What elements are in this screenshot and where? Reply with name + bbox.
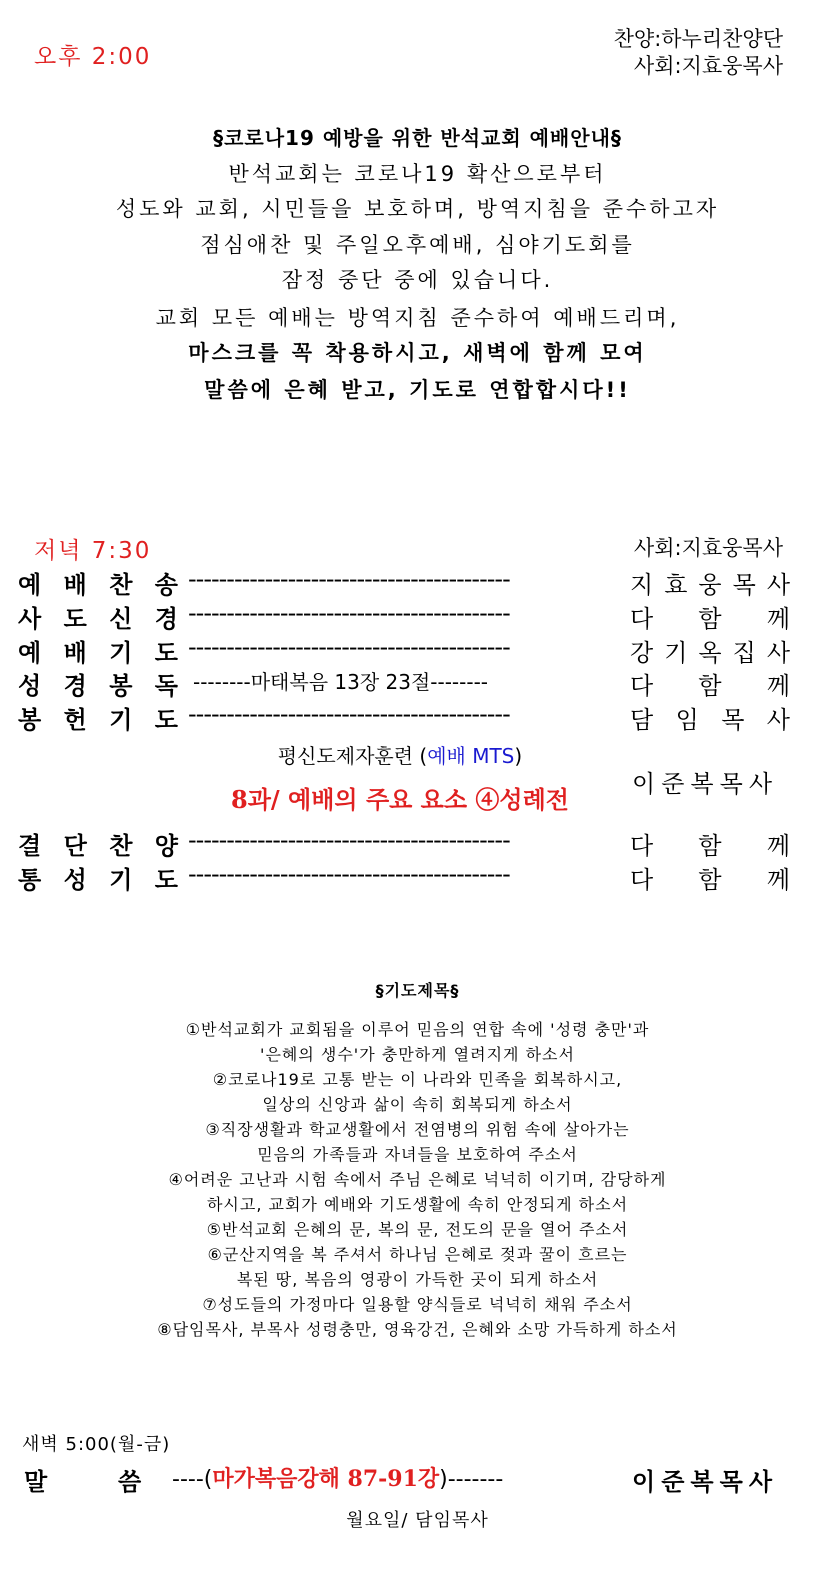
dawn-sermon: ----(마가복음강해 87-91강)------- (172, 1466, 504, 1492)
prayer-list (0, 1017, 835, 1342)
notice-line: 점심애찬 및 주일오후예배, 심야기도회를 (200, 233, 635, 257)
order-person: 다 함 께 (630, 605, 790, 633)
prayer-line: ⑤반석교회 은혜의 문, 복의 문, 전도의 문을 열어 주소서 (206, 1220, 629, 1239)
notice-emphasis-line: 마스크를 꼭 착용하시고, 새벽에 함께 모여 (188, 341, 647, 365)
dawn-preacher: 이 준 복 목 사 (632, 1468, 772, 1496)
prayer-line: ①반석교회가 교회됨을 이루어 믿음의 연합 속에 '성령 충만'과 (185, 1020, 650, 1039)
order-person: 다 함 께 (630, 866, 790, 894)
prayer-line: ②코로나19로 고통 받는 이 나라와 민족을 회복하시고, (212, 1070, 623, 1089)
order-label: 통 성 기 도 (18, 866, 178, 894)
evening-time: 저녁 7:30 (34, 538, 152, 564)
afternoon-time: 오후 2:00 (34, 44, 152, 70)
host-credit: 사회:지효웅목사 (633, 54, 783, 78)
training-leader: 이 준 복 목 사 (632, 770, 772, 798)
order-person: 다 함 께 (630, 832, 790, 860)
order-row-group-prayer (18, 860, 790, 894)
dawn-label-second: 씀 (118, 1468, 142, 1496)
evening-host: 사회:지효웅목사 (633, 536, 783, 560)
dawn-subtitle: 월요일/ 담임목사 (346, 1510, 489, 1531)
training-title: 평신도제자훈련 (예배 MTS) (277, 744, 523, 768)
prayer-title: §기도제목§ (375, 981, 460, 1000)
order-person: 다 함 께 (630, 672, 790, 700)
order-row-scripture (18, 666, 790, 700)
dash-leader: ------------------------------------------ (188, 826, 510, 854)
prayer-line: 복된 땅, 복음의 영광이 가득한 곳이 되게 하소서 (236, 1270, 599, 1289)
order-person: 담 임 목 사 (630, 706, 790, 734)
dash-leader: ------------------------------------------ (188, 633, 510, 661)
prayer-line: 일상의 신앙과 삶이 속히 회복되게 하소서 (262, 1095, 573, 1114)
order-label: 봉 헌 기 도 (18, 706, 178, 734)
dash-leader: ------------------------------------------ (188, 860, 510, 888)
order-row-decision-hymn (18, 826, 790, 860)
order-label: 예 배 찬 송 (18, 571, 178, 599)
prayer-line: ⑦성도들의 가정마다 일용할 양식들로 넉넉히 채워 주소서 (202, 1295, 633, 1314)
dash-leader: ------------------------------------------ (188, 700, 510, 728)
dawn-time: 새벽 5:00(월-금) (22, 1434, 171, 1455)
notice-line: 반석교회는 코로나19 확산으로부터 (228, 162, 607, 186)
prayer-line: ⑧담임목사, 부목사 성령충만, 영육강건, 은혜와 소망 가득하게 하소서 (157, 1320, 678, 1339)
dawn-label-first: 말 (24, 1468, 48, 1496)
order-label: 예 배 기 도 (18, 639, 178, 667)
notice-emphasis-line: 말씀에 은혜 받고, 기도로 연합합시다!! (204, 378, 631, 402)
prayer-line: ③직장생활과 학교생활에서 전염병의 위험 속에 살아가는 (205, 1120, 630, 1139)
order-label: 사 도 신 경 (18, 605, 178, 633)
order-label: 성 경 봉 독 (18, 672, 178, 700)
order-row-creed (18, 599, 790, 633)
order-person: 강 기 옥 집 사 (630, 639, 790, 667)
order-label: 결 단 찬 양 (18, 832, 178, 860)
prayer-line: '은혜의 생수'가 충만하게 열려지게 하소서 (260, 1045, 575, 1064)
prayer-line: 하시고, 교회가 예배와 기도생활에 속히 안정되게 하소서 (206, 1195, 629, 1214)
sermon-title: 마가복음강해 87-91강 (212, 1466, 440, 1492)
order-row-offering (18, 700, 790, 734)
training-highlight: 예배 MTS (427, 744, 515, 768)
order-row-hymn (18, 565, 790, 599)
dash-leader: ------------------------------------------ (188, 565, 510, 593)
dash-leader: ------------------------------------------ (188, 599, 510, 627)
afternoon-credits (614, 26, 783, 80)
order-row-prayer (18, 633, 790, 667)
notice-line: 잠정 중단 중에 있습니다. (281, 268, 554, 292)
training-lesson: 8과/ 예배의 주요 요소 ④성례전 (231, 785, 569, 814)
scripture-reference: --------마태복음 13장 23절-------- (193, 670, 489, 694)
praise-team-credit: 찬양:하누리찬양단 (613, 27, 783, 51)
notice-title: §코로나19 예방을 위한 반석교회 예배안내§ (213, 126, 622, 150)
prayer-line: 믿음의 가족들과 자녀들을 보호하여 주소서 (257, 1145, 578, 1164)
prayer-line: ⑥군산지역을 복 주셔서 하나님 은혜로 젖과 꿀이 흐르는 (207, 1245, 628, 1264)
notice-line: 교회 모든 예배는 방역지침 준수하여 예배드리며, (155, 306, 680, 330)
order-person: 지 효 웅 목 사 (630, 571, 790, 599)
notice-line: 성도와 교회, 시민들을 보호하며, 방역지침을 준수하고자 (115, 197, 720, 221)
prayer-line: ④어려운 고난과 시험 속에서 주님 은혜로 넉넉히 이기며, 감당하게 (168, 1170, 667, 1189)
